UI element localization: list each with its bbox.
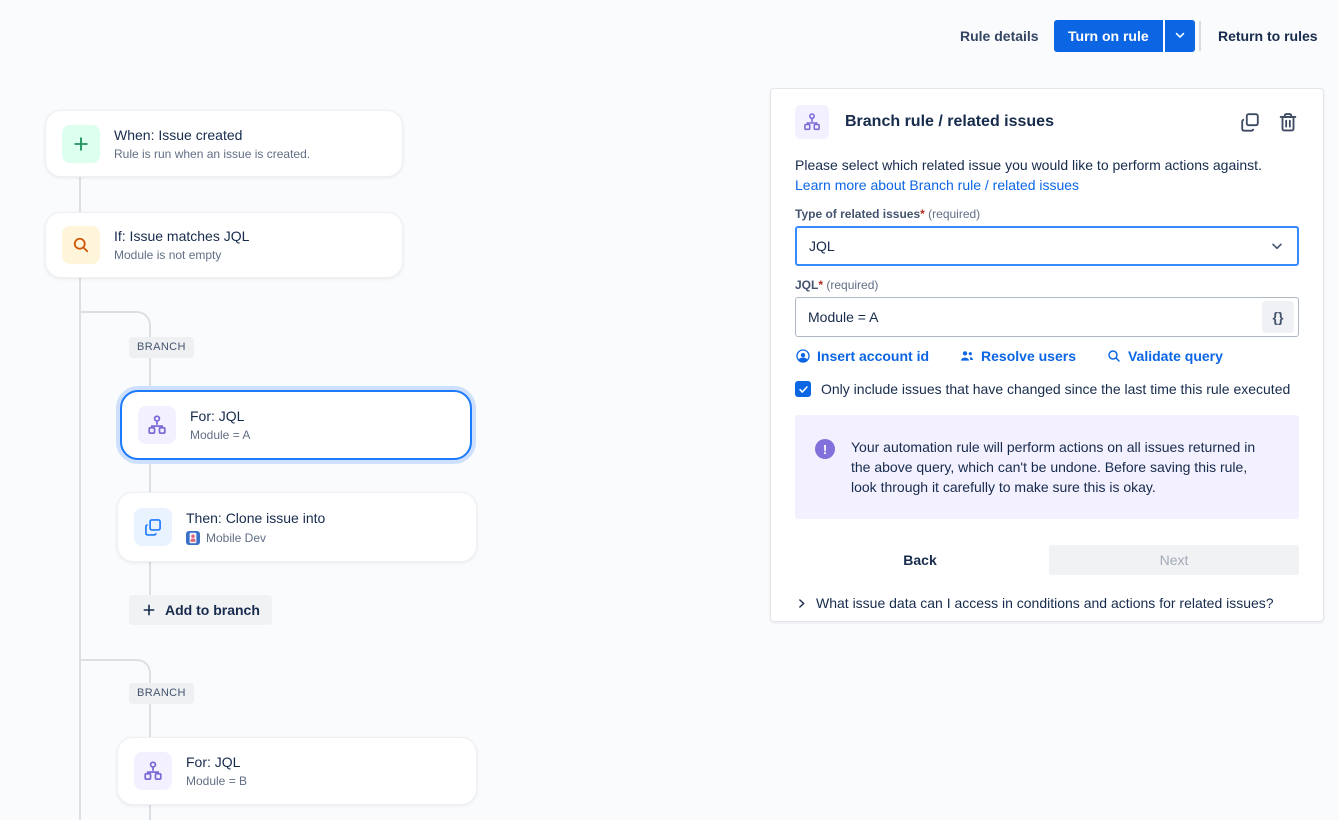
required-asterisk: * (818, 278, 824, 292)
resolve-users-link[interactable] (959, 348, 1076, 364)
panel-description-text: Please select which related issue you would like to perform actions against. (795, 157, 1262, 173)
add-to-branch-label: Add to branch (165, 602, 260, 618)
person-circle-icon (795, 348, 811, 364)
warning-message-text: Your automation rule will perform actions on all issues returned in the above query, which can't be undone. Before saving this rule, look through it carefully to make sure this is okay. (851, 439, 1256, 495)
branch1-chip: BRANCH (129, 337, 194, 358)
type-field-label (795, 207, 1299, 221)
connector-branch2-seg (149, 805, 151, 820)
required-asterisk: * (920, 207, 925, 221)
required-suffix: (required) (823, 278, 879, 292)
project-avatar (186, 531, 200, 545)
issue-data-expander[interactable] (795, 595, 1299, 611)
next-button[interactable]: Next (1049, 545, 1299, 575)
branch-icon (795, 105, 829, 139)
branch2-chip: BRANCH (129, 683, 194, 704)
required-suffix: (required) (924, 207, 981, 221)
branch-icon (138, 406, 176, 444)
branch2-for-node-subtitle: Module = B (186, 774, 248, 788)
branch1-then-node-project: Mobile Dev (206, 530, 267, 545)
turn-on-rule-button[interactable]: Turn on rule (1054, 20, 1163, 52)
insert-account-id-label: Insert account id (817, 348, 930, 364)
branch-icon (134, 752, 172, 790)
condition-node-title: If: Issue matches JQL (114, 228, 250, 244)
trigger-node-subtitle: Rule is run when an issue is created. (114, 146, 311, 161)
return-to-rules-link[interactable]: Return to rules (1218, 28, 1318, 44)
validate-query-label: Validate query (1127, 348, 1223, 364)
clone-icon (134, 508, 172, 546)
plus-icon (141, 602, 157, 618)
search-icon (1106, 348, 1122, 364)
duplicate-icon (1239, 121, 1261, 136)
plus-icon (62, 125, 100, 163)
type-of-related-issues-select[interactable] (795, 226, 1299, 266)
branch2-for-node[interactable] (117, 737, 477, 805)
branch1-then-node[interactable] (117, 492, 477, 562)
branch2-for-node-title: For: JQL (186, 754, 241, 770)
connector-branch1-seg1 (149, 460, 151, 492)
branch1-for-node[interactable] (120, 390, 472, 460)
panel-description (795, 155, 1299, 195)
jql-input-field[interactable] (795, 297, 1299, 337)
back-button[interactable]: Back (795, 545, 1045, 575)
chevron-down-icon (1173, 28, 1187, 45)
panel-title: Branch rule / related issues (845, 113, 1054, 130)
people-icon (959, 348, 975, 364)
rule-details-link[interactable]: Rule details (960, 28, 1039, 44)
turn-on-rule-dropdown-button[interactable] (1165, 20, 1195, 52)
smart-values-button[interactable]: {} (1262, 301, 1294, 333)
duplicate-component-button[interactable] (1239, 111, 1261, 133)
exclamation-icon: ! (815, 439, 835, 459)
turn-on-rule-split-button (1054, 20, 1195, 52)
trigger-node[interactable] (45, 110, 403, 177)
search-icon (62, 226, 100, 264)
trash-icon (1277, 121, 1299, 136)
changed-issues-checkbox[interactable] (795, 381, 811, 397)
trigger-node-title: When: Issue created (114, 126, 243, 143)
type-field-label-text: Type of related issues (795, 207, 921, 221)
changed-issues-checkbox-label: Only include issues that have changed since the last time this rule executed (821, 381, 1291, 397)
check-icon (798, 384, 809, 395)
insert-account-id-link[interactable] (795, 348, 929, 364)
connector-trigger-condition (79, 177, 81, 212)
jql-field-label-text: JQL (795, 278, 819, 292)
branch1-then-node-title: Then: Clone issue into (186, 509, 326, 526)
delete-component-button[interactable] (1277, 111, 1299, 133)
branch-rule-config-panel (770, 88, 1324, 622)
add-to-branch-button[interactable] (129, 595, 272, 625)
resolve-users-label: Resolve users (981, 348, 1076, 364)
chevron-down-icon (1269, 238, 1285, 254)
branch1-for-node-title: For: JQL (190, 408, 245, 424)
warning-message-box (795, 415, 1299, 519)
condition-node[interactable] (45, 212, 403, 278)
branch1-for-node-subtitle: Module = A (190, 428, 251, 442)
topbar-divider (1199, 21, 1201, 51)
connector-branch1-seg2 (149, 562, 151, 595)
condition-node-subtitle: Module is not empty (114, 248, 222, 262)
validate-query-link[interactable] (1106, 348, 1223, 364)
jql-field-label (795, 278, 1299, 292)
issue-data-expander-label: What issue data can I access in conditions and actions for related issues? (816, 595, 1274, 611)
chevron-right-icon (795, 597, 808, 610)
jql-input-value: Module = A (808, 309, 879, 325)
learn-more-link[interactable]: Learn more about Branch rule / related issues (795, 177, 1080, 193)
type-select-value: JQL (809, 238, 835, 254)
